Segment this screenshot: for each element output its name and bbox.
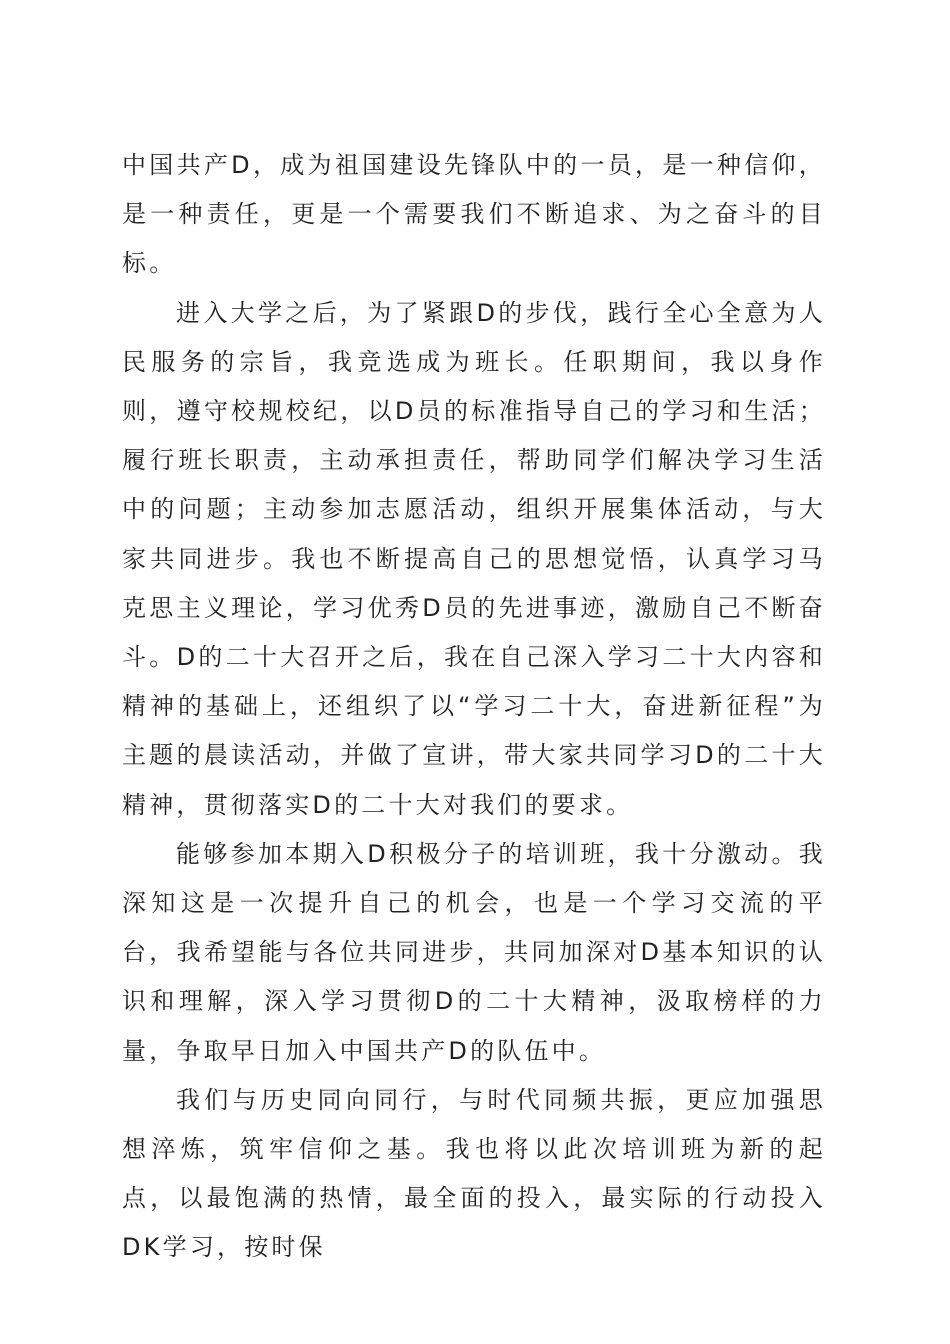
paragraph-continuation: 中国共产D，成为祖国建设先锋队中的一员，是一种信仰，是一种责任，更是一个需要我们不断追求、为之奋斗的目标。 bbox=[122, 151, 826, 278]
document-body bbox=[122, 141, 826, 1273]
paragraph-class-monitor: 进入大学之后，为了紧跟D的步伐，践行全心全意为人民服务的宗旨，我竞选成为班长。任职期间，我以身作则，遵守校规校纪，以D员的标准指导自己的学习和生活；履行班长职责，主动承担责任，帮助同学们解决学习生活中的问题；主动参加志愿活动，组织开展集体活动，与大家共同进步。我也不断提高自己的思想觉悟，认真学习马克思主义理论，学习优秀D员的先进事迹，激励自己不断奋斗。D的二十大召开之后，我在自己深入学习二十大内容和精神的基础上，还组织了以“学习二十大，奋进新征程”为主题的晨读活动，并做了宣讲，带大家共同学习D的二十大精神，贯彻落实D的二十大对我们的要求。 bbox=[122, 298, 826, 819]
paragraph-training-class: 能够参加本期入D积极分子的培训班，我十分激动。我深知这是一次提升自己的机会，也是一个学习交流的平台，我希望能与各位共同进步，共同加深对D基本知识的认识和理解，深入学习贯彻D的二十大精神，汲取榜样的力量，争取早日加入中国共产D的队伍中。 bbox=[122, 839, 826, 1065]
paragraph-closing: 我们与历史同向同行，与时代同频共振，更应加强思想淬炼，筑牢信仰之基。我也将以此次培训班为新的起点，以最饱满的热情，最全面的投入，最实际的行动投入DK学习，按时保 bbox=[122, 1085, 826, 1262]
